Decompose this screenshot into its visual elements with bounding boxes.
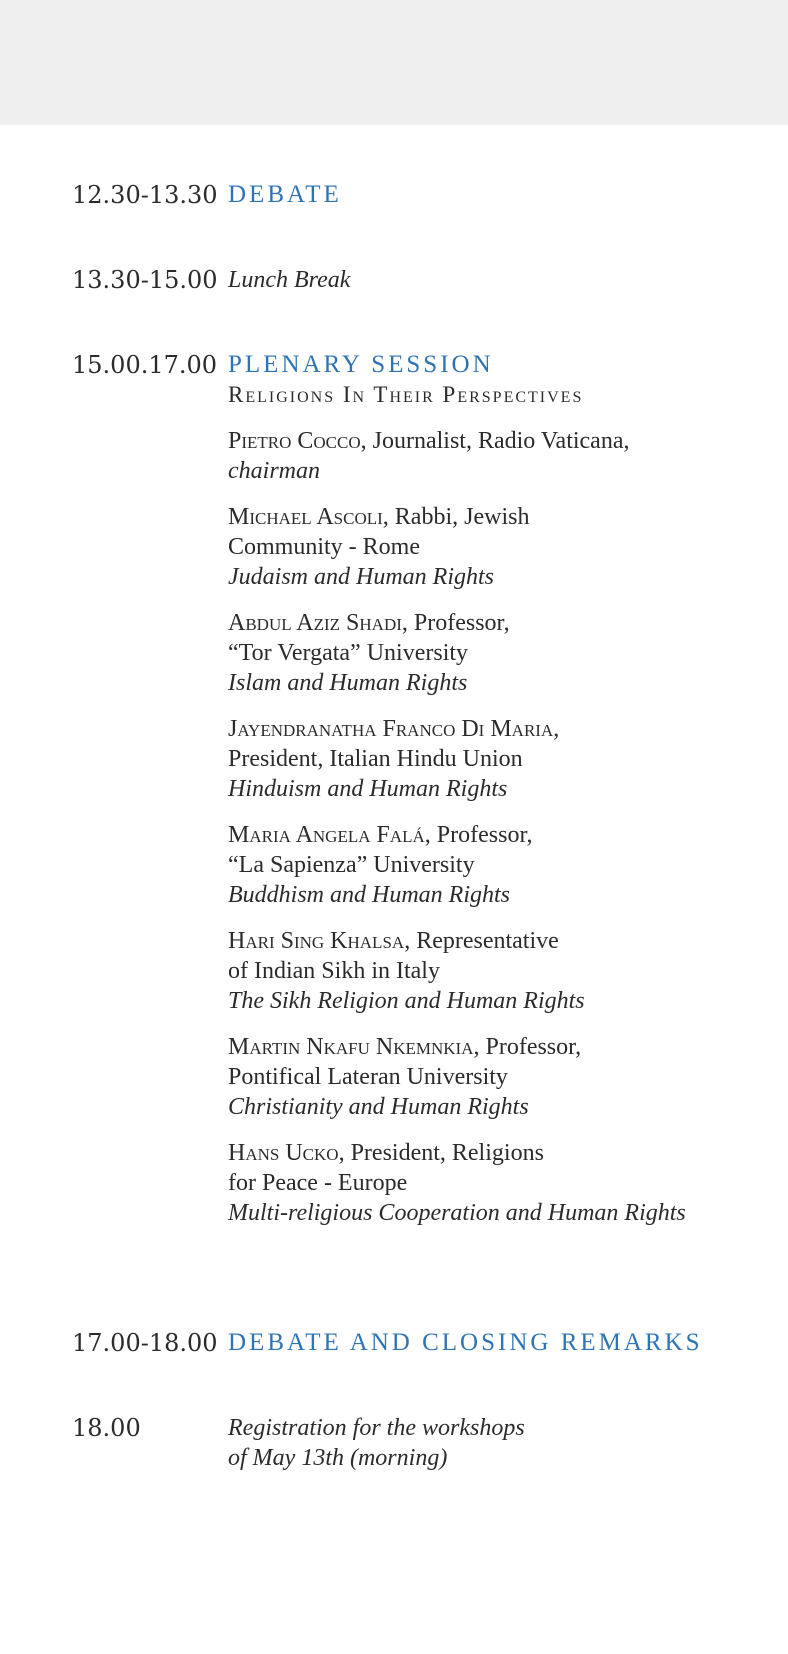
speaker-affiliation: Community - Rome (228, 534, 420, 560)
speaker-name: Abdul Aziz Shadi (228, 610, 402, 636)
speaker-name: Martin Nkafu Nkemnkia (228, 1034, 474, 1060)
speaker-affiliation: Pontifical Lateran University (228, 1064, 508, 1090)
speaker-role: , (553, 716, 560, 742)
speaker-topic: Judaism and Human Rights (228, 564, 494, 590)
session-heading: PLENARY SESSION (228, 351, 494, 378)
speaker-affiliation: “Tor Vergata” University (228, 640, 469, 666)
registration-note: of May 13th (morning) (228, 1445, 448, 1471)
session-subheading: Religions In Their Perspectives (228, 382, 584, 407)
lunch-break-label: Lunch Break (228, 267, 351, 293)
speaker-role: , Representative (404, 928, 559, 954)
speaker-topic: Islam and Human Rights (228, 670, 468, 696)
time-slot: 15.00.17.00 (72, 351, 218, 379)
speaker-role: , Professor, (473, 1034, 582, 1060)
speaker-role: , Journalist, Radio Vaticana, (360, 428, 630, 454)
speaker-role: , Professor, (401, 610, 510, 636)
speaker-topic: The Sikh Religion and Human Rights (228, 988, 585, 1014)
speaker-role: , President, Religions (338, 1140, 544, 1166)
speaker-topic: Christianity and Human Rights (228, 1094, 529, 1120)
speaker-affiliation: for Peace - Europe (228, 1170, 408, 1196)
speaker-entry (228, 608, 788, 698)
speaker-entry (228, 502, 788, 592)
speaker-name: Michael Ascoli (228, 504, 383, 530)
session-heading: DEBATE (228, 181, 342, 208)
speaker-entry (228, 820, 788, 910)
speaker-role: , Professor, (424, 822, 533, 848)
speaker-topic: chairman (228, 458, 320, 484)
speaker-affiliation: “La Sapienza” University (228, 852, 475, 878)
speaker-role: , Rabbi, Jewish (382, 504, 530, 530)
speaker-affiliation: of Indian Sikh in Italy (228, 958, 440, 984)
time-slot: 12.30-13.30 (72, 181, 218, 209)
speaker-entry (228, 1032, 788, 1122)
speaker-name: Pietro Cocco (228, 428, 361, 454)
time-slot: 18.00 (72, 1414, 141, 1442)
speaker-topic: Multi-religious Cooperation and Human Rights (228, 1200, 686, 1226)
speaker-entry (228, 1138, 788, 1228)
speaker-affiliation: President, Italian Hindu Union (228, 746, 523, 772)
speaker-name: Maria Angela Falá (228, 822, 425, 848)
speaker-entry (228, 926, 788, 1016)
speaker-name: Hari Sing Khalsa (228, 928, 405, 954)
speaker-name: Jayendranatha Franco Di Maria (228, 716, 554, 742)
speaker-name: Hans Ucko (228, 1140, 339, 1166)
registration-note: Registration for the workshops (228, 1415, 525, 1441)
header-band (0, 0, 788, 125)
speaker-topic: Hinduism and Human Rights (228, 776, 508, 802)
speaker-topic: Buddhism and Human Rights (228, 882, 510, 908)
time-slot: 17.00-18.00 (72, 1329, 218, 1357)
time-slot: 13.30-15.00 (72, 266, 218, 294)
session-heading: DEBATE AND CLOSING REMARKS (228, 1329, 703, 1356)
speaker-entry (228, 714, 788, 804)
speaker-entry (228, 426, 788, 486)
